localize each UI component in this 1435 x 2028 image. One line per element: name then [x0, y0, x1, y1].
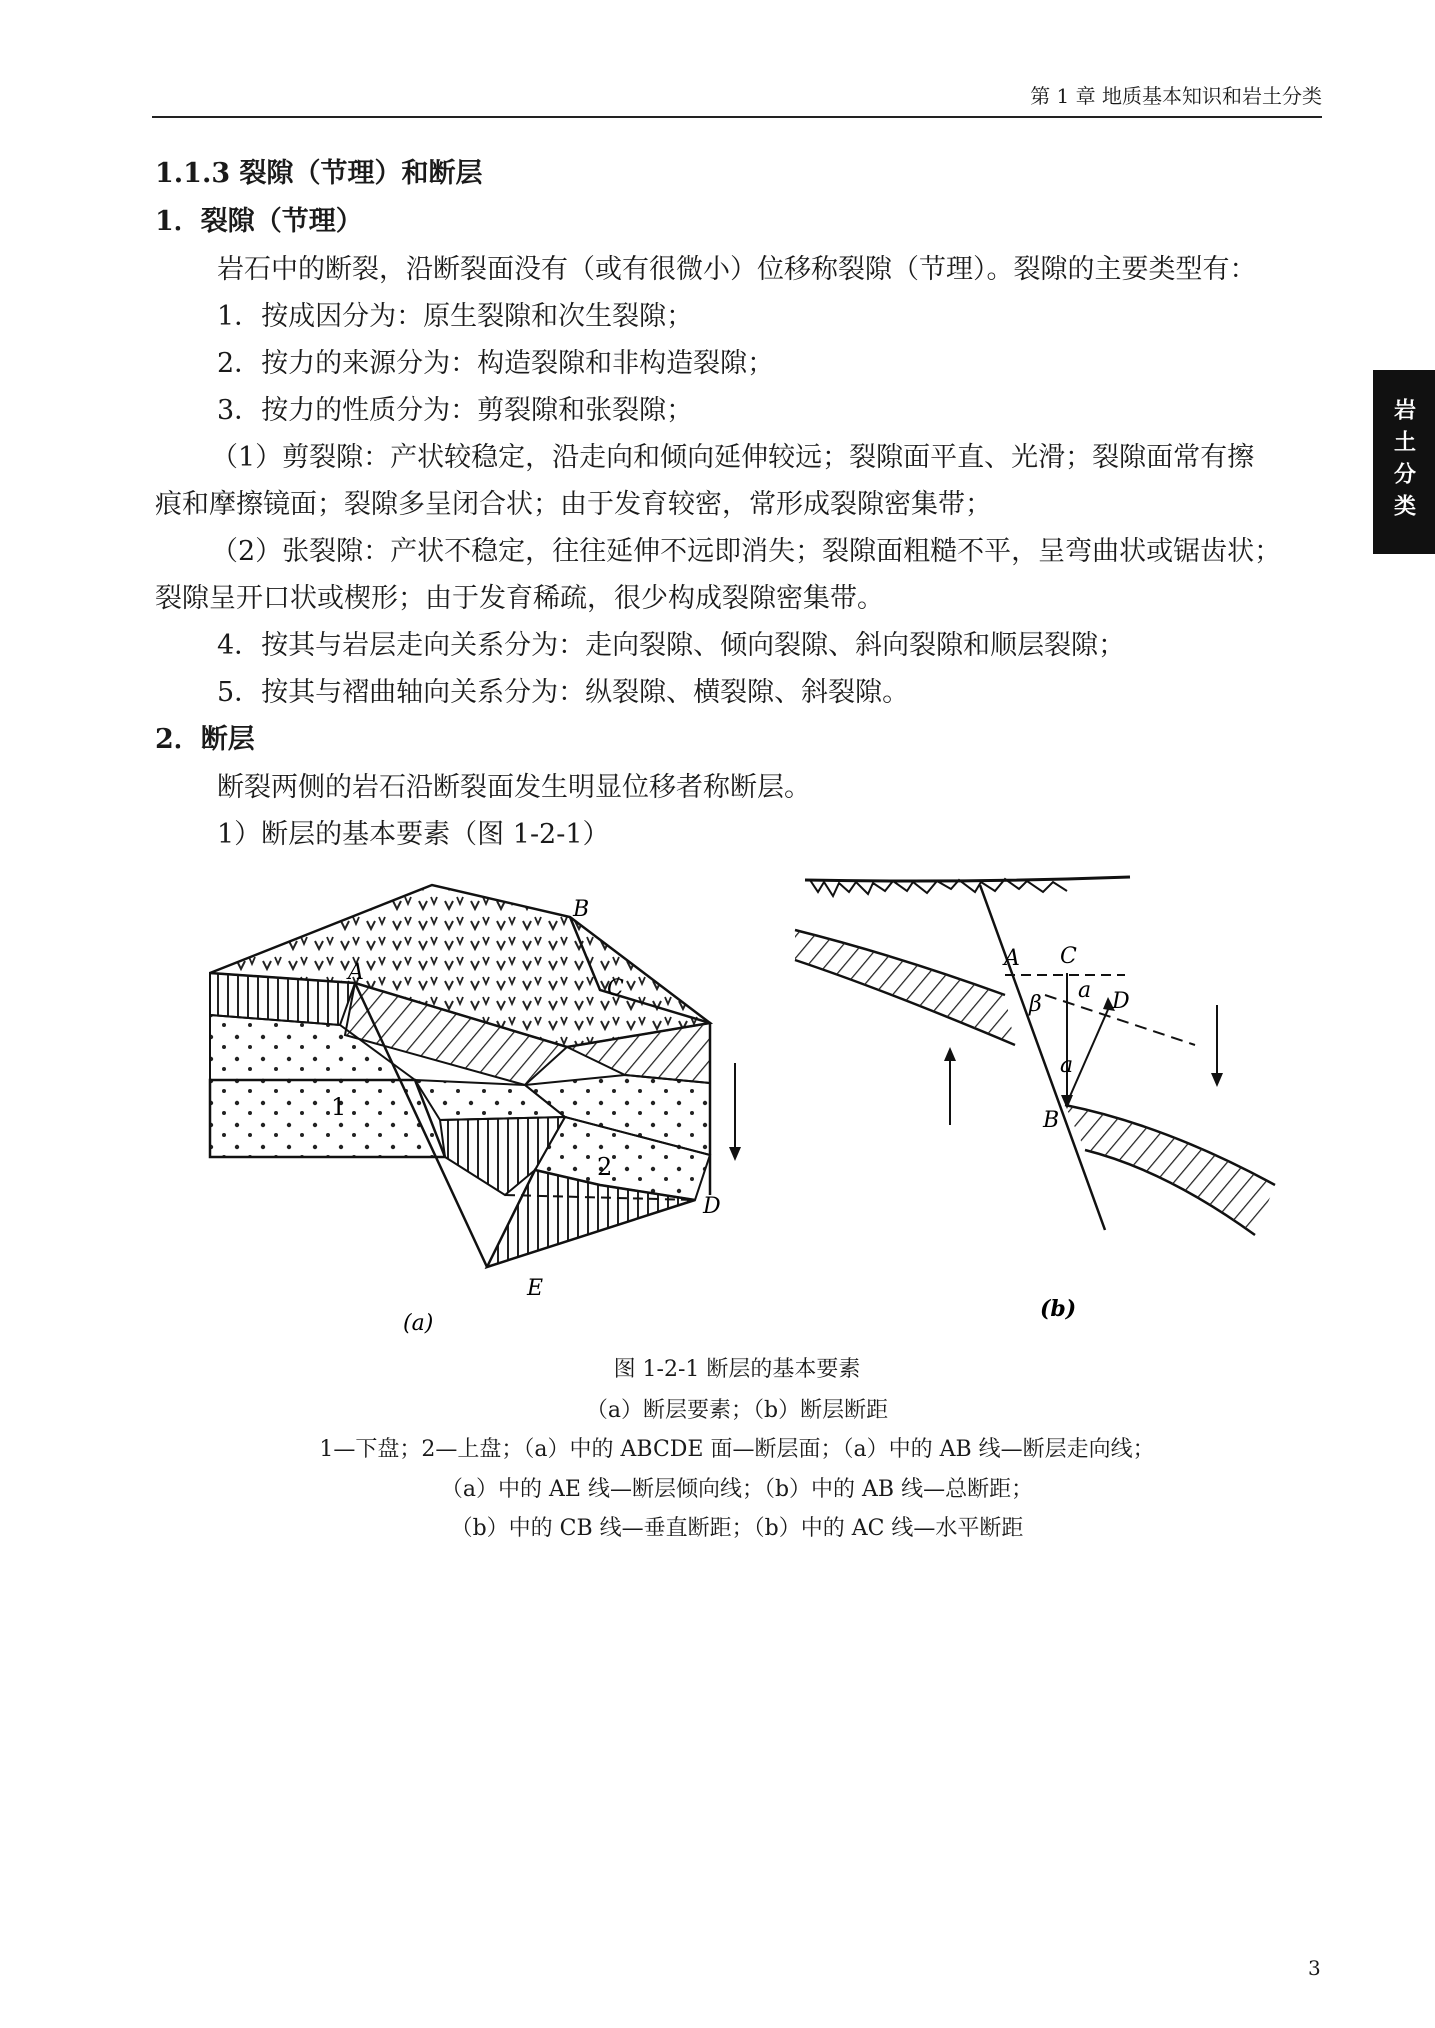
figure-legend-3: （b）中的 CB 线—垂直断距；（b）中的 AC 线—水平断距	[450, 1516, 1024, 1541]
label-2: 2	[597, 1153, 613, 1181]
label-C-b: C	[1060, 944, 1077, 969]
label-B-b: B	[1043, 1108, 1060, 1133]
label-a-lower: a	[1060, 1053, 1074, 1078]
paragraph: 裂隙呈开口状或楔形；由于发育稀疏，很少构成裂隙密集带。	[155, 583, 884, 614]
body-text	[155, 150, 1320, 858]
page-number: 3	[1308, 1956, 1321, 1980]
label-beta: β	[1029, 992, 1042, 1017]
label-A-a: A	[348, 960, 364, 985]
subfigure-b-label: (b)	[1040, 1296, 1077, 1322]
paragraph: 痕和摩擦镜面；裂隙多呈闭合状；由于发育较密，常形成裂隙密集带；	[155, 489, 992, 520]
list-item: 5．按其与褶曲轴向关系分为：纵裂隙、横裂隙、斜裂隙。	[217, 677, 910, 708]
label-1: 1	[331, 1093, 347, 1121]
chapter-title: 第 1 章 地质基本知识和岩土分类	[1030, 84, 1322, 108]
paragraph: （2）张裂隙：产状不稳定，往往延伸不远即消失；裂隙面粗糙不平，呈弯曲状或锯齿状；	[211, 536, 1282, 567]
paragraph: 岩石中的断裂，沿断裂面没有（或有很微小）位移称裂隙（节理）。裂隙的主要类型有：	[217, 254, 1257, 285]
label-E-a: E	[527, 1276, 544, 1301]
paragraph: 断裂两侧的岩石沿断裂面发生明显位移者称断层。	[217, 772, 811, 803]
label-D-b: D	[1112, 989, 1130, 1014]
list-item: 1）断层的基本要素（图 1-2-1）	[217, 819, 610, 850]
label-A-b: A	[1004, 946, 1020, 971]
diagram-a	[210, 885, 741, 1335]
list-item: 3．按力的性质分为：剪裂隙和张裂隙；	[217, 395, 694, 426]
subsection-title-joints: 1．裂隙（节理）	[155, 206, 363, 237]
paragraph: （1）剪裂隙：产状较稳定，沿走向和倾向延伸较远；裂隙面平直、光滑；裂隙面常有擦	[211, 442, 1255, 473]
figure-caption-title: 图 1-2-1 断层的基本要素	[613, 1357, 861, 1382]
label-a-upper: a	[1078, 978, 1092, 1003]
section-title: 1.1.3 裂隙（节理）和断层	[155, 158, 483, 189]
subsection-title-faults: 2．断层	[155, 724, 255, 755]
figure-legend-2: （a）中的 AE 线—断层倾向线；（b）中的 AB 线—总断距；	[440, 1477, 1034, 1502]
list-item: 1．按成因分为：原生裂隙和次生裂隙；	[217, 301, 694, 332]
label-B-a: B	[573, 897, 590, 922]
side-tab	[1373, 370, 1435, 554]
running-header	[152, 76, 1322, 118]
figure-caption-sub: （a）断层要素；（b）断层断距	[585, 1398, 889, 1423]
label-C-a: C	[607, 976, 624, 1001]
side-tab-label: 岩土分类	[1390, 398, 1417, 526]
subfigure-a-label: (a)	[403, 1311, 434, 1335]
list-item: 4．按其与岩层走向关系分为：走向裂隙、倾向裂隙、斜向裂隙和顺层裂隙；	[217, 630, 1126, 661]
label-D-a: D	[703, 1194, 721, 1219]
fault-figure	[205, 855, 1285, 1335]
list-item: 2．按力的来源分为：构造裂隙和非构造裂隙；	[217, 348, 775, 379]
figure-legend-1: 1—下盘；2—上盘；（a）中的 ABCDE 面—断层面；（a）中的 AB 线—断层走向线；	[319, 1437, 1155, 1462]
diagram-b	[795, 877, 1275, 1322]
